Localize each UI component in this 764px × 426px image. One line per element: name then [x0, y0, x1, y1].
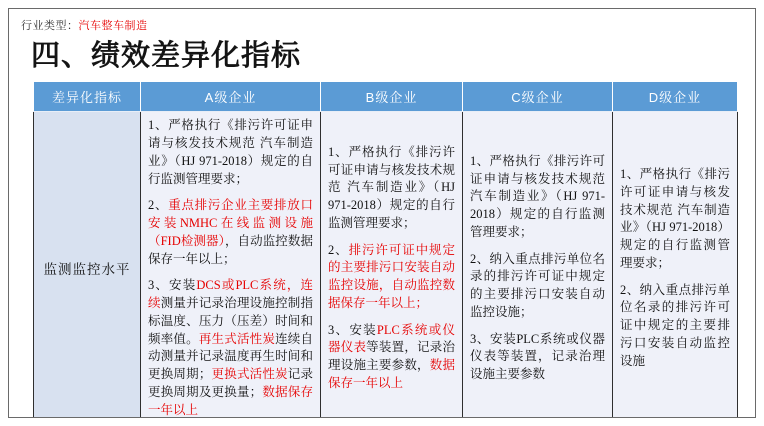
cell-paragraph [470, 331, 605, 384]
performance-indicator-table [33, 81, 738, 418]
cell-paragraph [328, 322, 455, 393]
emphasis-text: 数据保存一年以上 [148, 384, 313, 417]
body-text: 3、安装 [328, 322, 377, 337]
emphasis-text: DCS或PLC系统，连续 [148, 278, 313, 311]
col-header-grade-d: D级企业 [613, 82, 738, 112]
cell-paragraph [470, 251, 605, 322]
industry-type-line [21, 17, 755, 33]
body-text: 等装置，记录治理设施主要参数， [328, 340, 455, 373]
cell-grade-b [321, 112, 463, 418]
body-text: 连续自动测量并记录温度再生时间和更换周期； [148, 331, 313, 382]
emphasis-text: 重点排污企业主要排放口安装NMHC在线监测设施（FID检测器） [148, 198, 313, 248]
cell-paragraph [148, 117, 313, 188]
body-text: 2、 [148, 198, 169, 213]
body-text: 2、纳入重点排污单位名录的排污许可证中规定的主要排污口安装自动监控设施 [620, 282, 730, 368]
body-text: 2、 [328, 242, 349, 257]
body-text: 3、安装PLC系统或仪器仪表等装置，记录治理设施主要参数 [470, 331, 605, 382]
body-text: 测量并记录治理设施控制指标温度、压力（压差）时间和频率值。 [148, 296, 313, 346]
cell-paragraph [470, 153, 605, 242]
page-title: 四、绩效差异化指标 [31, 40, 302, 72]
body-text: 1、严格执行《排污许可证申请与核发技术规范 汽车制造业》（HJ 971-2018）规定的自行监测管理要求； [148, 118, 313, 186]
body-text: 1、严格执行《排污许可证申请与核发技术规范 汽车制造业》（HJ 971-2018）规定的自行监测管理要求； [328, 144, 455, 230]
body-text: 记录更换周期及更换量； [148, 367, 313, 399]
cell-grade-d [613, 112, 738, 418]
col-header-grade-b: B级企业 [321, 82, 463, 112]
row-label-monitoring-level: 监测监控水平 [34, 112, 141, 418]
slide-page [8, 8, 756, 418]
body-text: ，自动监控数据保存一年以上； [148, 233, 313, 266]
col-header-grade-a: A级企业 [141, 82, 321, 112]
industry-type-value: 汽车整车制造 [78, 20, 148, 32]
cell-paragraph [620, 166, 730, 273]
col-header-grade-c: C级企业 [463, 82, 613, 112]
body-text: 1、严格执行《排污许可证申请与核发技术规范 汽车制造业》（HJ 971-2018）规定的自行监测管理要求； [470, 153, 605, 239]
emphasis-text: PLC系统或仪器仪表 [328, 322, 455, 355]
cell-paragraph [620, 282, 730, 371]
cell-paragraph [148, 197, 313, 268]
emphasis-text: 数据保存一年以上 [328, 358, 455, 390]
col-header-indicator: 差异化指标 [34, 82, 141, 112]
header-row [34, 82, 738, 112]
cell-grade-c [463, 112, 613, 418]
cell-paragraph [328, 144, 455, 233]
cell-paragraph [328, 242, 455, 313]
cell-paragraph [148, 277, 313, 418]
table-row-monitoring [34, 112, 738, 418]
body-text: 3、安装 [148, 278, 197, 293]
body-text: 2、纳入重点排污单位名录的排污许可证中规定的主要排污口安装自动监控设施； [470, 251, 605, 319]
body-text: 1、严格执行《排污许可证申请与核发技术规范 汽车制造业》（HJ 971-2018）规定的自行监测管理要求； [620, 167, 730, 270]
industry-type-label: 行业类型： [21, 20, 79, 32]
emphasis-text: 排污许可证中规定的主要排污口安装自动监控设施，自动监控数据保存一年以上； [328, 242, 455, 310]
emphasis-text: 更换式活性炭 [211, 367, 288, 382]
emphasis-text: 再生式活性炭 [198, 331, 276, 346]
cell-grade-a [141, 112, 321, 418]
